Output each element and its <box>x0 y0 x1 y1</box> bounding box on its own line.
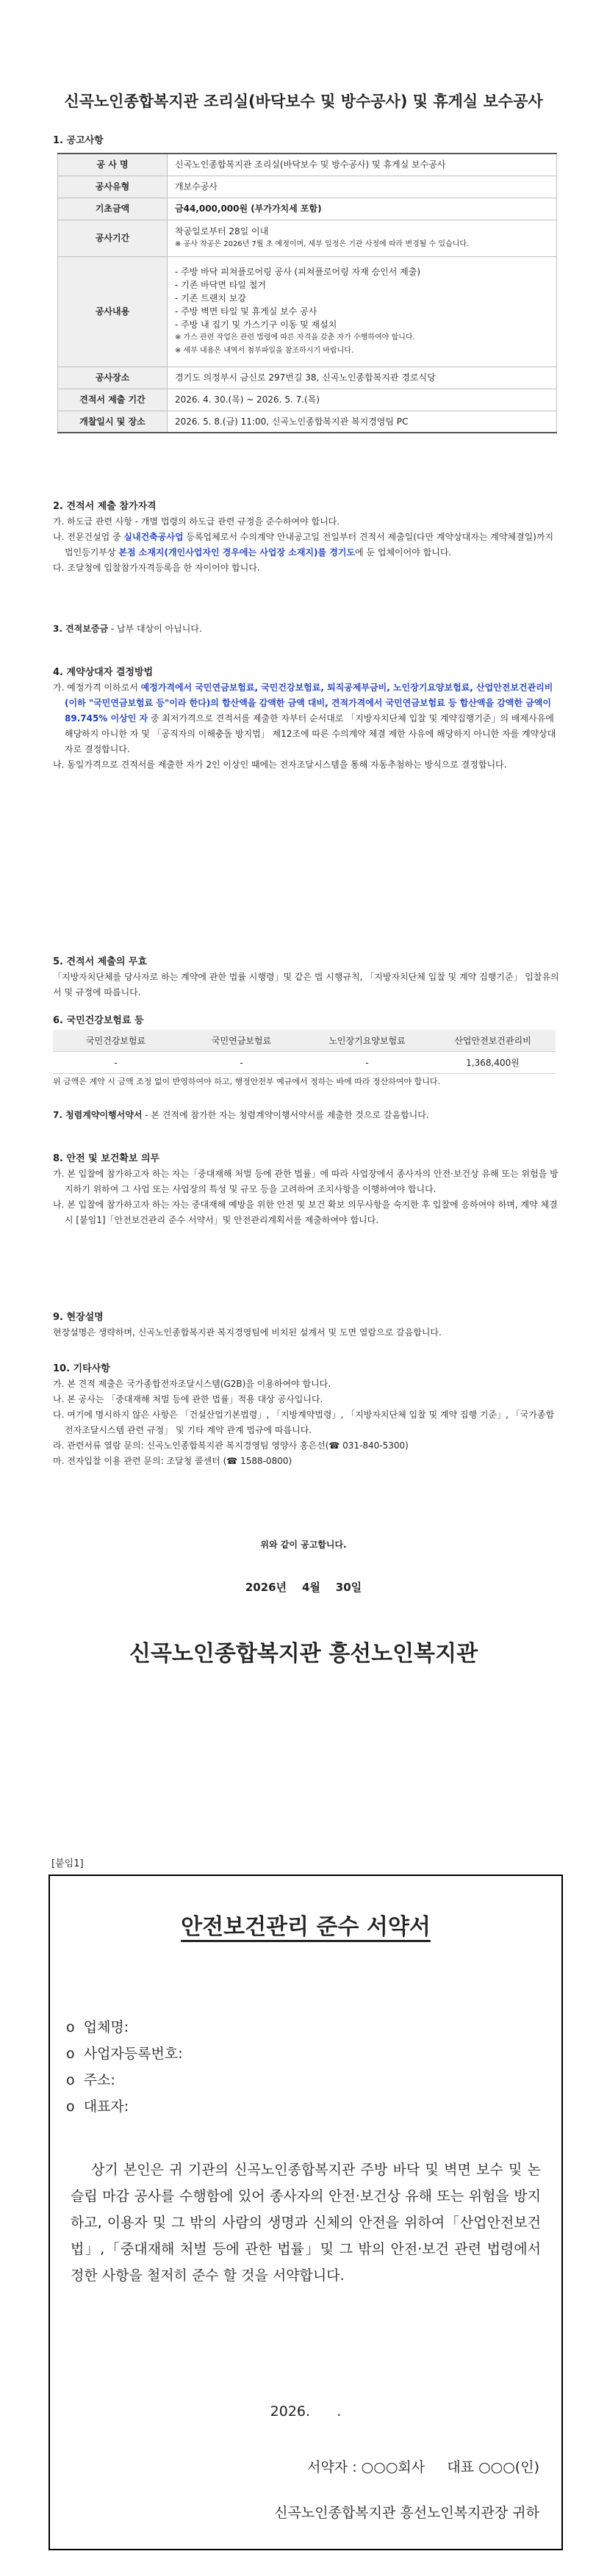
insurance-note: 위 금액은 계약 시 금액 조정 없이 반영하여야 하고, 행정안전부 예규에서 정하는 바에 따라 정산하여야 합니다. <box>53 1077 440 1086</box>
list-item: 나. 본 공사는 「중대재해 처벌 등에 관한 법률」적용 대상 공사입니다. <box>53 1394 323 1404</box>
section-8-heading: 8. 안전 및 보건확보 의무 <box>53 1153 160 1164</box>
row-label: 공사장소 <box>58 367 168 389</box>
table-cell: 1,368,400원 <box>430 1052 556 1074</box>
clause-a: 가. 본 입찰에 참가하고자 하는 자는「중대재해 처벌 등에 관한 법률」에 따라 사업장에서 종사자의 안전·보건상 유해 또는 위험을 방지하기 위하여 그 사업 또는 사업장의 특성 및 규모 등을 고려하여 조치사항을 이행하여야 합니다. <box>53 1169 558 1194</box>
table-row <box>58 256 557 367</box>
section-9-heading: 9. 현장설명 <box>53 1312 104 1323</box>
table-row <box>58 154 557 176</box>
content-line: - 기존 트랜치 보강 <box>175 293 246 303</box>
clause-a <box>53 680 560 757</box>
section-2-body <box>53 514 560 576</box>
pledge-form <box>49 1875 563 2550</box>
field-label: 사업자등록번호: <box>83 2046 183 2062</box>
list-item: 라. 관련서류 열람 문의: 신곡노인종합복지관 복지경영팀 영양사 홍은선(☎ 031-840-5300) <box>53 1440 409 1451</box>
field-label: 업체명: <box>83 2019 129 2035</box>
clause-c: 다. 조달청에 입찰참가자격등록을 한 자이어야 합니다. <box>53 563 260 573</box>
table-row <box>58 176 557 198</box>
content-note: ※ 세부 내용은 내역서 첨부파일을 참조하시기 바랍니다. <box>175 347 354 355</box>
text: 가. 예정가격 이하로서 <box>53 682 141 693</box>
closing-notice: 위와 같이 공고합니다. <box>260 1540 347 1550</box>
row-value: 금44,000,000원 (부가가치세 포함) <box>168 198 557 220</box>
table-row <box>58 367 557 389</box>
column-header: 국민연금보험료 <box>179 1030 304 1052</box>
column-header: 국민건강보험료 <box>53 1030 179 1052</box>
field-address <box>66 2067 183 2093</box>
clause-a: 가. 하도급 관련 사항 - 개별 법령의 하도급 관련 규정을 준수하여야 합니다. <box>53 516 340 527</box>
content-line: - 주방 벽면 타일 및 휴게실 보수 공사 <box>175 306 317 317</box>
row-value: 신곡노인종합복지관 조리실(바닥보수 및 방수공사) 및 휴게실 보수공사 <box>168 154 557 176</box>
table-header-row <box>53 1030 556 1052</box>
bullet: o <box>66 2019 75 2035</box>
section-3-heading: 3. 견적보증금 <box>53 624 109 634</box>
field-company <box>66 2014 183 2041</box>
highlight-text: 실내건축공사업 <box>123 532 184 542</box>
field-label: 대표자: <box>83 2099 129 2115</box>
text: 중 최저가격으로 견적서를 제출한 자부터 순서대로 「지방자치단체 입찰 및 계약집행기준」의 배제사유에 해당하지 아니한 자 및 「공직자의 이해충돌 방지법」 제12조에 따른 수의계약 체결 제한 사유에 해당하지 아니한 자를 계약상대자로 결정합니다. <box>65 713 556 754</box>
column-header: 노인장기요양보험료 <box>304 1030 430 1052</box>
pledge-fields <box>66 2014 183 2120</box>
section-6-heading: 6. 국민건강보험료 등 <box>53 1015 144 1026</box>
pledge-date: 2026. . <box>270 2403 342 2420</box>
section-1-heading: 1. 공고사항 <box>53 135 104 146</box>
section-7-heading: 7. 청렴계약이행서약서 <box>53 1110 143 1120</box>
table-row <box>58 220 557 256</box>
section-7 <box>53 1108 560 1123</box>
table-row <box>58 411 557 433</box>
issuer-name: 신곡노인종합복지관 흥선노인복지관 <box>129 1641 478 1667</box>
highlight-text: 본점 소재지(개인사업자인 경우에는 사업장 소재지)를 경기도 <box>118 547 356 558</box>
bullet: o <box>66 2046 75 2062</box>
list-item: 가. 본 견적 제출은 국가종합전자조달시스템(G2B)을 이용하여야 합니다. <box>53 1379 331 1389</box>
bullet: o <box>66 2099 75 2115</box>
section-4-body <box>53 680 560 773</box>
content-line: - 기존 바닥면 타일 철거 <box>175 280 266 290</box>
document-title: 신곡노인종합복지관 조리실(바닥보수 및 방수공사) 및 휴게실 보수공사 <box>64 93 543 110</box>
pledge-body: 상기 본인은 귀 기관의 신곡노인종합복지관 주방 바닥 및 벽면 보수 및 논슬립 마감 공사를 수행함에 있어 종사자의 안전·보건상 유해 또는 위험을 방지하고, 이용자 및 그 밖의 사람의 생명과 신체의 안전을 위하여「산업안전보건법」,「중대재해 처벌 등에 관한 법률」및 그 밖의 안전·보건 관련 법령에서 정한 사항을 철저히 준수 할 것을 서약합니다. <box>71 2162 541 2284</box>
list-item: 다. 여기에 명시하지 않은 사항은 「건설산업기본법령」, 「지방계약법령」, 「지방자치단체 입찰 및 계약 집행 기준」, 「국가종합전자조달시스템 관련 규정」 및 기타 계약 관계 법규에 따릅니다. <box>53 1410 555 1435</box>
row-value: 경기도 의정부시 금신로 297번길 38, 신곡노인종합복지관 경로식당 <box>168 367 557 389</box>
table-row <box>58 389 557 411</box>
row-label: 공사유형 <box>58 176 168 198</box>
text: 에 둔 업체이어야 합니다. <box>355 547 452 558</box>
section-9-text: 현장설명은 생략하며, 신곡노인종합복지관 복지경영팀에 비치된 설계서 및 도면 열람으로 갈음합니다. <box>53 1327 442 1338</box>
period-note: ※ 공사 착공은 2026년 7월 초 예정이며, 세부 일정은 기관 사정에 따라 변경될 수 있습니다. <box>175 240 470 248</box>
section-2-heading: 2. 견적서 제출 참가자격 <box>53 501 157 512</box>
field-label: 주소: <box>83 2072 115 2088</box>
highlight-text: 예정가격에서 국민연금보험료, 국민건강보험료, 퇴직공제부금비, 노인장기요양보험료, 산업안전보건관리비(이하 "국민연금보험료 등"이라 한다)의 합산액을 감액한 금액 대비, 견적가격에서 국민연금보험료 등 합산액을 감액한 금액이 89.745% 이상인 자 <box>65 682 553 724</box>
period-text: 착공일로부터 28일 이내 <box>175 226 269 237</box>
table-row <box>58 198 557 220</box>
section-3 <box>53 621 560 637</box>
row-value: 개보수공사 <box>168 176 557 198</box>
field-bizno <box>66 2041 183 2067</box>
section-5-heading: 5. 견적서 제출의 무효 <box>53 956 148 967</box>
row-label: 공사내용 <box>58 256 168 367</box>
row-value: 2026. 4. 30.(목) ~ 2026. 5. 7.(목) <box>168 389 557 411</box>
row-value <box>168 220 557 256</box>
table-cell: - <box>304 1052 430 1074</box>
row-label: 기초금액 <box>58 198 168 220</box>
section-10-body <box>53 1377 560 1469</box>
pledge-title: 안전보건관리 준수 서약서 <box>181 1914 431 1940</box>
pledge-addressee: 신곡노인종합복지관 흥선노인복지관장 귀하 <box>274 2505 539 2521</box>
table-cell: - <box>179 1052 304 1074</box>
table-row <box>53 1052 556 1074</box>
clause-b: 나. 본 입찰에 참가하고자 하는 자는 중대재해 예방을 위한 안전 및 보건 확보 의무사항을 숙지한 후 입찰에 응하여야 하며, 계약 체결 시 [붙임1]「안전보건관리 준수 서약서」및 안전관리계획서를 제출하여야 합니다. <box>53 1199 558 1225</box>
content-line: - 주방 바닥 피쳐플로어링 공사 (피쳐플로어링 자재 승인서 제출) <box>175 267 421 277</box>
field-ceo <box>66 2093 183 2120</box>
row-value <box>168 256 557 367</box>
column-header: 산업안전보건관리비 <box>430 1030 556 1052</box>
row-label: 공 사 명 <box>58 154 168 176</box>
clause-b <box>53 530 560 560</box>
list-item: 마. 전자입찰 이용 관련 문의: 조달청 콜센터 (☎ 1588-0800) <box>53 1456 292 1466</box>
content-note: ※ 가스 관련 작업은 관련 법령에 따른 자격을 갖춘 자가 수행하여야 합니다. <box>175 333 415 342</box>
insurance-table <box>53 1030 556 1074</box>
section-7-text: - 본 견적에 참가한 자는 청렴계약이행서약서를 제출한 것으로 갈음합니다. <box>142 1110 429 1120</box>
table-cell: - <box>53 1052 179 1074</box>
row-value: 2026. 5. 8.(금) 11:00, 신곡노인종합복지관 복지경영팀 PC <box>168 411 557 433</box>
section-3-text: - 납부 대상이 아닙니다. <box>108 624 202 634</box>
section-8-body <box>53 1166 560 1228</box>
row-label: 견적서 제출 기간 <box>58 389 168 411</box>
closing-date: 2026년 4월 30일 <box>245 1581 362 1594</box>
clause-b: 나. 동일가격으로 견적서를 제출한 자가 2인 이상인 때에는 전자조달시스템을 통해 자동추첨하는 방식으로 결정합니다. <box>53 760 507 770</box>
text: 나. 전문건설업 중 <box>53 532 124 542</box>
bullet: o <box>66 2072 75 2088</box>
attachment-label: [붙임1] <box>51 1858 84 1869</box>
section-5-text: 「지방자치단체를 당사자로 하는 계약에 관한 법률 시행령」및 같은 법 시행규칙, 「지방자치단체 입찰 및 계약 집행기준」 입찰유의서 및 규정에 따릅니다. <box>53 972 559 997</box>
row-label: 공사기간 <box>58 220 168 256</box>
row-label: 개찰일시 및 장소 <box>58 411 168 433</box>
text: 등록업체로서 수의계약 안내공고일 전일부터 견적서 제출일(다만 계약상대자는 계약체결일)까지 법인등기부상 <box>65 532 554 558</box>
pledge-signer: 서약자 : ○○○회사 대표 ○○○(인) <box>307 2459 539 2475</box>
content-line: - 주방 내 집기 및 가스기구 이동 및 재설치 <box>175 320 337 330</box>
notice-info-table <box>57 153 557 433</box>
section-10-heading: 10. 기타사항 <box>53 1363 110 1374</box>
section-4-heading: 4. 계약상대자 결정방법 <box>53 667 154 678</box>
